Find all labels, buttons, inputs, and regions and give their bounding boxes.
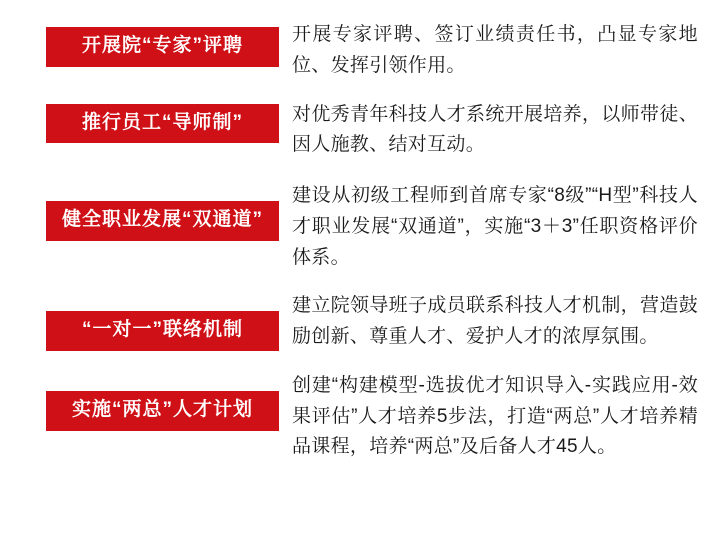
list-item	[46, 179, 698, 273]
description-cell	[292, 18, 698, 82]
list-item	[46, 98, 698, 162]
status-badge: 实施“两总”人才计划	[46, 391, 279, 431]
description-text: 创建“构建模型-选拔优才知识导入-实践应用-效果评估”人才培养5步法，打造“两总”人才培养精品课程，培养“两总”及后备人才45人。	[292, 374, 698, 458]
label-cell	[46, 18, 292, 67]
status-badge: 开展院“专家”评聘	[46, 27, 279, 67]
list-item	[46, 289, 698, 353]
status-badge: 推行员工“导师制”	[46, 104, 279, 144]
description-cell	[292, 369, 698, 463]
label-cell	[46, 369, 292, 431]
description-cell	[292, 98, 698, 162]
status-badge: “一对一”联络机制	[46, 311, 279, 351]
list-item	[46, 18, 698, 82]
label-cell	[46, 98, 292, 144]
description-text: 建设从初级工程师到首席专家“8级”“H型”科技人才职业发展“双通道”，实施“3＋3”任职资格评价体系。	[292, 185, 698, 268]
description-text: 建立院领导班子成员联系科技人才机制，营造鼓励创新、尊重人才、爱护人才的浓厚氛围。	[292, 295, 698, 348]
status-badge: 健全职业发展“双通道”	[46, 201, 279, 241]
description-text: 开展专家评聘、签订业绩责任书，凸显专家地位、发挥引领作用。	[292, 24, 698, 76]
label-cell	[46, 179, 292, 241]
list-item	[46, 369, 698, 463]
description-text: 对优秀青年科技人才系统开展培养，以师带徒、因人施教、结对互动。	[292, 103, 698, 156]
label-cell	[46, 289, 292, 351]
description-cell	[292, 179, 698, 273]
description-cell	[292, 289, 698, 353]
